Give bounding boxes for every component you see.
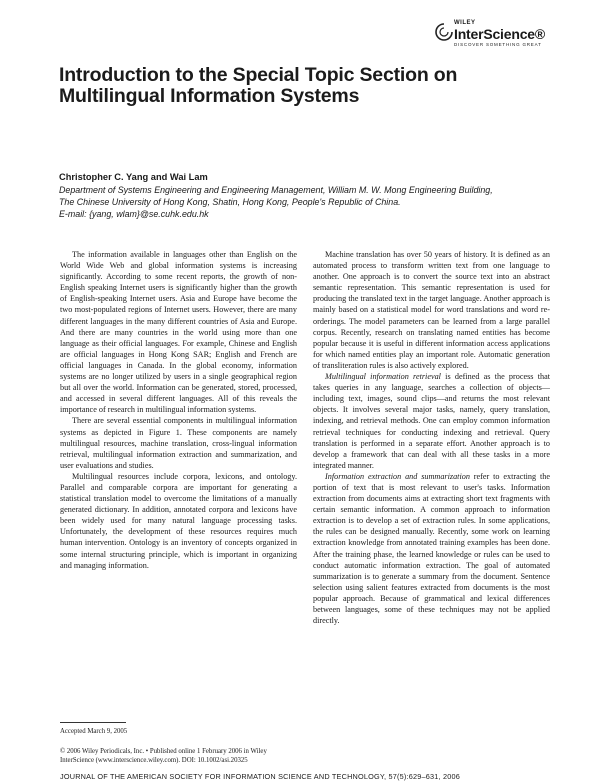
paragraph-text: Machine translation has over 50 years of history. It is defined as an automated process to transform written text from one language to another. One approach is to convert the source text into an abstract semantic representation. This semantic representation is used for producing the translated text in the target language. Another approach is mainly based on a statistical model for word translations and word re-orderings. The model parameters can be learned from a large parallel corpus. Recently, research on translating named entities has become popular because it is useful in different information access applications for which named entities play an important role. Automatic generation of transliteration rules is also actively explored. [313,250,550,370]
publisher-logo-mark [434,22,454,42]
logo-tagline: DISCOVER SOMETHING GREAT [454,42,542,47]
paragraph [313,371,550,471]
copyright-line: © 2006 Wiley Periodicals, Inc. • Published online 1 February 2006 in Wiley [60,748,267,755]
paragraph: Multilingual resources include corpora, lexicons, and ontology. Parallel and comparable corpora are important for generating a statistical translation model to overcome the limitations of a manually generated dictionary. In addition, annotated corpora and lexicons have been widely used for many natural language processing tasks. Unfortunately, the development of these resources requires much human intervention. Ontology is an inventory of concepts organized in some internal structuring principle, which is important in organizing and managing information. [60,471,297,570]
author-email: E-mail: {yang, wlam}@se.cuhk.edu.hk [59,209,209,219]
article-authors: Christopher C. Yang and Wai Lam [59,172,208,182]
copyright-notice [60,747,300,765]
author-affiliation [59,184,559,220]
publisher-logo-text [454,20,545,48]
article-title: Introduction to the Special Topic Section on Multilingual Information Systems [59,64,458,107]
affiliation-line: Department of Systems Engineering and Engineering Management, William M. W. Mong Engineering Building, [59,185,493,195]
copyright-line: InterScience (www.interscience.wiley.com). DOI: 10.1002/asi.20325 [60,757,248,764]
publisher-logo [434,20,564,54]
paragraph [313,249,550,371]
paragraph [313,471,550,626]
paragraph-text: refer to extracting the portion of text that is most relevant to user's tasks. Information extraction from documents aims at extracting short text fragments with certain semantic information. A common approach to information extraction is to develop a set of extraction rules. In some applications, the rules can be designed manually. Recently, some work on learning extraction knowledge from annotated training examples has been done. After the training phase, the learned knowledge or rules can be used to conduct automatic information extraction. The goal of automated summarization is to generate a summary from the document. Sentence selection using salient features extracted from documents is the most popular approach. Because of grammatical and lexical differences between languages, some of these techniques may not be applied directly. [313,471,550,626]
paragraph: There are several essential components in multilingual information systems as depicted in Figure 1. These components are namely multilingual resources, machine translation, cross-lingual information retrieval, multilingual information extraction and summarization, and user evaluations and studies. [60,416,297,470]
accepted-date: Accepted March 9, 2005 [60,728,128,735]
journal-footer: JOURNAL OF THE AMERICAN SOCIETY FOR INFORMATION SCIENCE AND TECHNOLOGY, 57(5):629–631, 2006 [60,772,461,781]
paragraph: The information available in languages other than English on the World Wide Web and global information systems is increasing significantly. According to some recent reports, the growth of non-English speaking Internet users is significantly higher than the growth of English-speaking Internet users. Asia and Europe have become the two most-populated regions of Internet users. However, there are many different languages in the many different countries of Asia and Europe. And there are many countries in the world using more than one language as their official languages. For example, Chinese and English are official languages in Hong Kong SAR; English and French are official languages in Canada. In the global economy, information systems are no longer utilized by users in a single geographical region but all over the world. Information can be generated, stored, processed, and accessed in several different languages. All of this reveals the importance of research in multilingual information systems. [60,250,297,415]
paragraph-lead-term: Multilingual information retrieval [325,372,441,382]
body-column-right [313,249,550,626]
body-column-left [60,249,297,571]
paragraph-lead-term: Information extraction and summarization [325,471,470,481]
logo-wiley: WILEY [454,20,476,26]
footnote-divider [60,722,126,723]
logo-brand: InterScience® [454,26,545,42]
affiliation-line: The Chinese University of Hong Kong, Shatin, Hong Kong, People's Republic of China. [59,197,401,207]
paragraph-text: is defined as the process that takes queries in any language, searches a collection of objects—including text, images, sound clips—and returns the most relevant objects. It involves several major tasks, namely, query translation, indexing, and retrieval methods. One can employ common information retrieval techniques for conducting indexing and retrieval. Query translation is performed in a separate effort. Another approach is to develop a framework that can deal with all these tasks in a more integrated manner. [313,372,550,470]
